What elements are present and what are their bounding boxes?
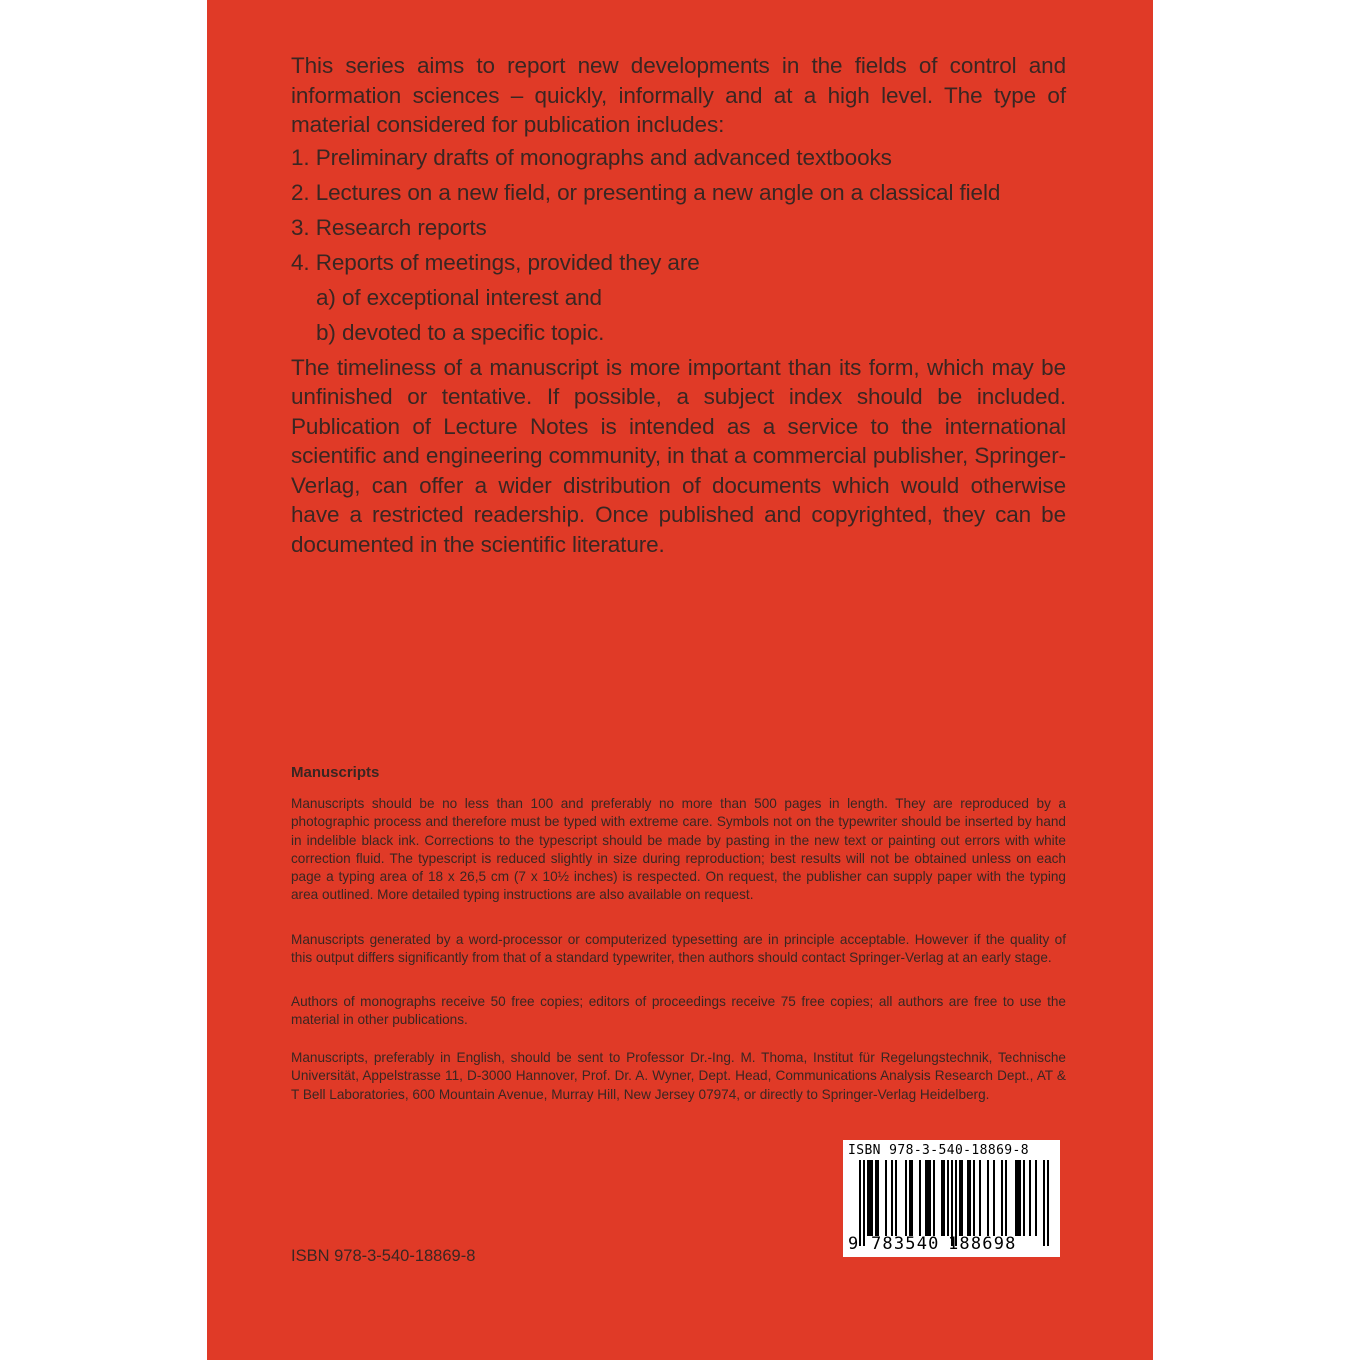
- barcode-bar: [905, 1160, 907, 1236]
- barcode-bar: [909, 1160, 911, 1236]
- list-item: 3. Research reports: [291, 214, 487, 240]
- barcode-bar: [1035, 1160, 1037, 1236]
- manuscripts-paragraph-4: Manuscripts, preferably in English, should be sent to Professor Dr.-Ing. M. Thoma, Institut für Regelungstechnik, Technische Universität, Appelstrasse 11, D-3000 Hannover, Prof. Dr. A. Wyner, Dept. Head, Communications Analysis Research Dept., AT & T Bell Laboratories, 600 Mountain Avenue, Murray Hill, New Jersey 07974, or directly to Springer-Verlag Heidelberg.: [291, 1050, 1066, 1102]
- barcode-bar: [875, 1160, 877, 1236]
- main-text-block: [291, 51, 1066, 559]
- list-item: 2. Lectures on a new field, or presenting a new angle on a classical field: [291, 179, 1001, 205]
- barcode-bar: [927, 1160, 929, 1236]
- barcode-bar: [1001, 1160, 1003, 1236]
- barcode-bar: [869, 1160, 871, 1236]
- barcode-isbn-label: ISBN 978-3-540-18869-8: [848, 1143, 1029, 1158]
- barcode-bar: [941, 1160, 943, 1236]
- material-list: [291, 143, 1066, 348]
- barcode-bar: [993, 1160, 995, 1236]
- manuscripts-paragraph-3: Authors of monographs receive 50 free copies; editors of proceedings receive 75 free copies; all authors are free to use the material in other publications.: [291, 994, 1066, 1028]
- barcode-bar: [969, 1160, 971, 1236]
- manuscripts-paragraph-2: Manuscripts generated by a word-processor or computerized typesetting are in principle acceptable. However if the quality of this output differs significantly from that of a standard typewriter, then authors should contact Springer-Verlag at an early stage.: [291, 932, 1066, 966]
- barcode-bar: [919, 1160, 921, 1236]
- barcode-bar: [1029, 1160, 1031, 1236]
- barcode-bar: [885, 1160, 887, 1236]
- barcode-bar: [979, 1160, 981, 1236]
- barcode-left-digits: 783540: [871, 1234, 940, 1254]
- barcode-bar: [925, 1160, 927, 1236]
- intro-paragraph: This series aims to report new developments in the fields of control and information sciences – quickly, informally and at a high level. The type of material considered for publication includes:: [291, 53, 1066, 137]
- list-item: 1. Preliminary drafts of monographs and advanced textbooks: [291, 144, 892, 170]
- barcode-first-digit: 9: [848, 1234, 859, 1254]
- sub-list-item: a) of exceptional interest and: [316, 284, 602, 310]
- barcode-bar: [895, 1160, 897, 1236]
- barcode-bar: [943, 1160, 945, 1236]
- barcode-bar: [867, 1160, 869, 1236]
- barcode-bar: [911, 1160, 913, 1236]
- barcode-digits: [843, 1234, 1060, 1256]
- barcode-bar: [1019, 1160, 1021, 1236]
- barcode-right-digits: 188698: [948, 1234, 1017, 1254]
- barcode-bar: [987, 1160, 989, 1236]
- barcode-bar: [967, 1160, 969, 1236]
- barcode-bar: [1015, 1160, 1017, 1236]
- barcode-bar: [933, 1160, 935, 1236]
- barcode-bar: [1023, 1160, 1025, 1236]
- barcode-bar: [929, 1160, 931, 1236]
- barcode-bar: [1017, 1160, 1019, 1236]
- barcode-bar: [891, 1160, 893, 1236]
- manuscripts-paragraph-1: Manuscripts should be no less than 100 and preferably no more than 500 pages in length. They are reproduced by a photographic process and therefore must be typed with extreme care. Symbols not on the typewriter should be inserted by hand in indelible black ink. Corrections to the typescript should be made by pasting in the new text or painting out errors with white correction fluid. The typescript is reduced slightly in size during reproduction; best results will not be obtained unless on each page a typing area of 18 x 26,5 cm (7 x 10½ inches) is respected. On request, the publisher can supply paper with the typing area outlined. More detailed typing instructions are also available on request.: [291, 796, 1066, 903]
- manuscripts-heading: Manuscripts: [291, 764, 380, 781]
- barcode-bar: [871, 1160, 873, 1236]
- barcode-bar: [961, 1160, 963, 1236]
- barcode-bar: [877, 1160, 879, 1236]
- sub-list-item: b) devoted to a specific topic.: [316, 319, 605, 345]
- barcode-bar: [973, 1160, 975, 1236]
- barcode-bar: [947, 1160, 949, 1236]
- barcode-bar: [1005, 1160, 1007, 1236]
- timeliness-paragraph: The timeliness of a manuscript is more important than its form, which may be unfinished or tentative. If possible, a subject index should be included. Publication of Lecture Notes is intended as a service to the international scientific and engineering community, in that a commercial publisher, Springer-Verlag, can offer a wider distribution of documents which would otherwise have a restricted readership. Once published and copyrighted, they can be documented in the scientific literature.: [291, 354, 1066, 557]
- list-item: 4. Reports of meetings, provided they are: [291, 249, 700, 275]
- barcode: [843, 1140, 1060, 1257]
- barcode-bar: [959, 1160, 961, 1236]
- isbn-label: ISBN 978-3-540-18869-8: [291, 1247, 476, 1265]
